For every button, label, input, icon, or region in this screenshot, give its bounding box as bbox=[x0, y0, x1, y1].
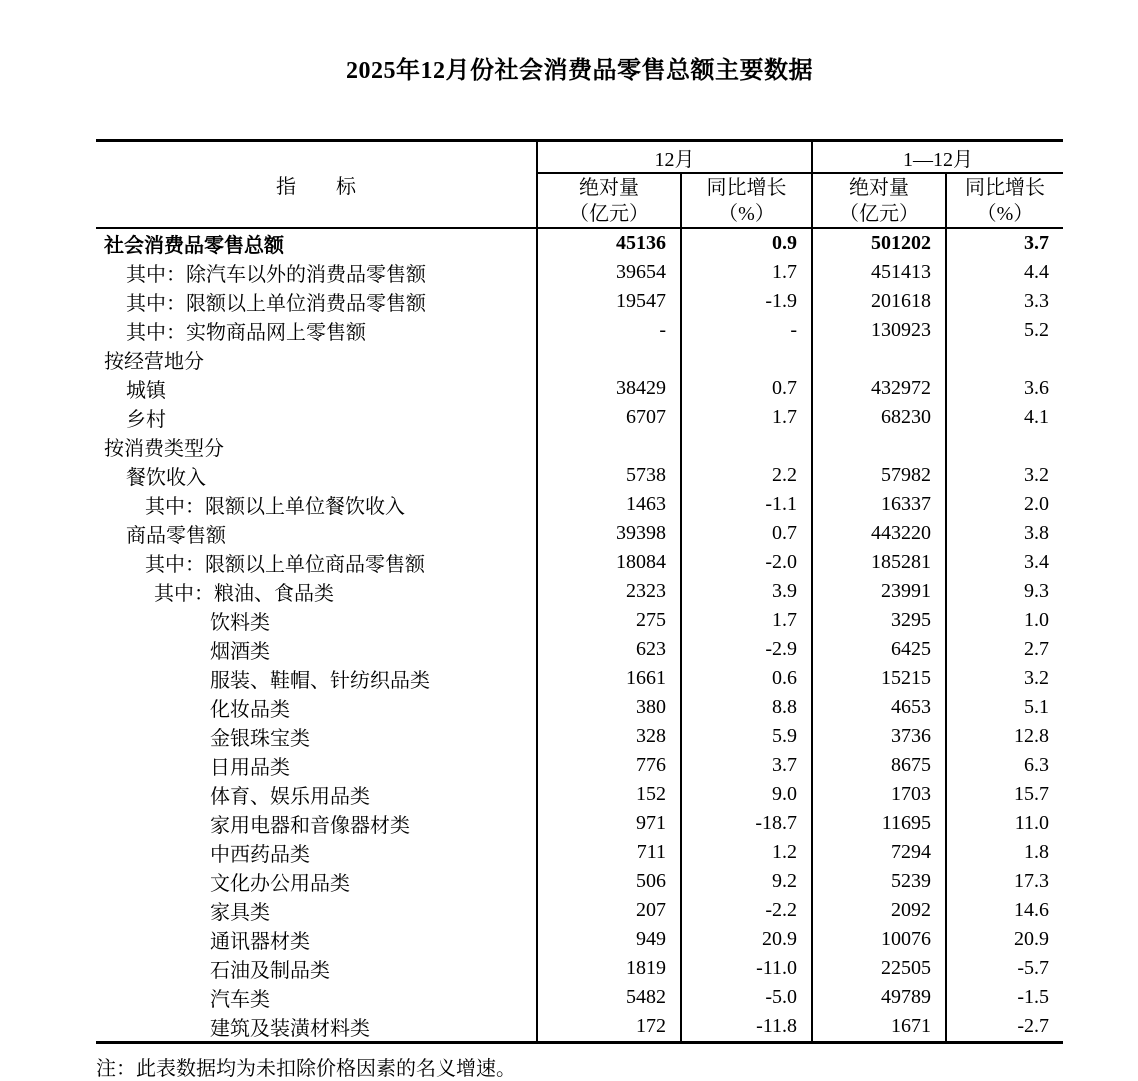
value-cell: 4653 bbox=[812, 693, 946, 722]
subheader-line-2: （%） bbox=[718, 202, 775, 225]
value-cell: 15.7 bbox=[946, 780, 1063, 809]
value-cell: 776 bbox=[537, 751, 681, 780]
value-cell: 12.8 bbox=[946, 722, 1063, 751]
header-yoy-jan-dec bbox=[946, 173, 1063, 228]
value-cell: 1.8 bbox=[946, 838, 1063, 867]
table-row bbox=[96, 403, 1063, 432]
value-cell: 1703 bbox=[812, 780, 946, 809]
table-row bbox=[96, 345, 1063, 374]
value-cell: 39654 bbox=[537, 258, 681, 287]
subheader-line-2: （亿元） bbox=[569, 202, 649, 225]
header-absolute-jan-dec bbox=[812, 173, 946, 228]
value-cell: 172 bbox=[537, 1012, 681, 1043]
value-cell: 623 bbox=[537, 635, 681, 664]
indicator-cell: 饮料类 bbox=[210, 612, 270, 634]
indicator-cell: 商品零售额 bbox=[126, 525, 226, 547]
indicator-cell: 体育、娱乐用品类 bbox=[210, 786, 370, 808]
value-cell: 18084 bbox=[537, 548, 681, 577]
table-row bbox=[96, 780, 1063, 809]
value-cell: 49789 bbox=[812, 983, 946, 1012]
indicator-cell: 其中：限额以上单位消费品零售额 bbox=[126, 293, 426, 315]
table-row bbox=[96, 635, 1063, 664]
indicator-cell: 乡村 bbox=[126, 409, 166, 431]
value-cell: 3295 bbox=[812, 606, 946, 635]
value-cell: 3.9 bbox=[681, 577, 812, 606]
subheader-line-2: （%） bbox=[976, 202, 1034, 225]
value-cell bbox=[946, 345, 1063, 374]
indicator-cell: 烟酒类 bbox=[210, 641, 270, 663]
value-cell: 711 bbox=[537, 838, 681, 867]
value-cell: 3.2 bbox=[946, 461, 1063, 490]
indicator-cell: 其中：限额以上单位商品零售额 bbox=[145, 554, 425, 576]
value-cell: 971 bbox=[537, 809, 681, 838]
value-cell: 4.4 bbox=[946, 258, 1063, 287]
value-cell: 949 bbox=[537, 925, 681, 954]
table-row bbox=[96, 867, 1063, 896]
value-cell: 16337 bbox=[812, 490, 946, 519]
indicator-cell: 餐饮收入 bbox=[126, 467, 206, 489]
value-cell: -2.0 bbox=[681, 548, 812, 577]
value-cell bbox=[812, 345, 946, 374]
value-cell bbox=[537, 345, 681, 374]
value-cell: 11695 bbox=[812, 809, 946, 838]
value-cell bbox=[812, 432, 946, 461]
value-cell: -1.9 bbox=[681, 287, 812, 316]
value-cell: 201618 bbox=[812, 287, 946, 316]
value-cell: 3.2 bbox=[946, 664, 1063, 693]
value-cell bbox=[946, 432, 1063, 461]
value-cell: 0.7 bbox=[681, 374, 812, 403]
value-cell: 207 bbox=[537, 896, 681, 925]
header-group-row bbox=[96, 141, 1063, 174]
value-cell: -1.1 bbox=[681, 490, 812, 519]
value-cell: 20.9 bbox=[681, 925, 812, 954]
value-cell: 14.6 bbox=[946, 896, 1063, 925]
value-cell: -2.2 bbox=[681, 896, 812, 925]
table-row bbox=[96, 751, 1063, 780]
value-cell: - bbox=[537, 316, 681, 345]
value-cell: 130923 bbox=[812, 316, 946, 345]
table-row bbox=[96, 228, 1063, 258]
subheader-line-1: 同比增长 bbox=[706, 176, 787, 199]
table-row bbox=[96, 954, 1063, 983]
value-cell: 1671 bbox=[812, 1012, 946, 1043]
value-cell: 5239 bbox=[812, 867, 946, 896]
table-row bbox=[96, 316, 1063, 345]
value-cell: 185281 bbox=[812, 548, 946, 577]
value-cell: 2323 bbox=[537, 577, 681, 606]
value-cell: 506 bbox=[537, 867, 681, 896]
indicator-cell: 其中：除汽车以外的消费品零售额 bbox=[126, 264, 426, 286]
value-cell: 2.2 bbox=[681, 461, 812, 490]
value-cell: 8.8 bbox=[681, 693, 812, 722]
table-row bbox=[96, 432, 1063, 461]
value-cell: 9.2 bbox=[681, 867, 812, 896]
table-row bbox=[96, 461, 1063, 490]
value-cell: 4.1 bbox=[946, 403, 1063, 432]
indicator-cell: 化妆品类 bbox=[210, 699, 290, 721]
value-cell: 501202 bbox=[812, 228, 946, 258]
footnote: 注：此表数据均为未扣除价格因素的名义增速。 bbox=[96, 1058, 516, 1080]
value-cell: -2.7 bbox=[946, 1012, 1063, 1043]
indicator-cell: 中西药品类 bbox=[210, 844, 310, 866]
value-cell: 451413 bbox=[812, 258, 946, 287]
value-cell: 11.0 bbox=[946, 809, 1063, 838]
value-cell: 0.7 bbox=[681, 519, 812, 548]
value-cell: 6425 bbox=[812, 635, 946, 664]
value-cell: 17.3 bbox=[946, 867, 1063, 896]
table-row bbox=[96, 809, 1063, 838]
value-cell: 3.6 bbox=[946, 374, 1063, 403]
table-row bbox=[96, 258, 1063, 287]
subheader-line-1: 同比增长 bbox=[965, 176, 1045, 199]
value-cell: 6.3 bbox=[946, 751, 1063, 780]
value-cell: 38429 bbox=[537, 374, 681, 403]
indicator-cell: 按消费类型分 bbox=[104, 438, 224, 460]
indicator-cell: 文化办公用品类 bbox=[210, 873, 350, 895]
value-cell: 3.7 bbox=[946, 228, 1063, 258]
indicator-cell: 其中：限额以上单位餐饮收入 bbox=[145, 496, 405, 518]
table-row bbox=[96, 287, 1063, 316]
indicator-cell: 日用品类 bbox=[210, 757, 290, 779]
value-cell: 1.0 bbox=[946, 606, 1063, 635]
value-cell: -5.7 bbox=[946, 954, 1063, 983]
page-title: 2025年12月份社会消费品零售总额主要数据 bbox=[346, 58, 813, 84]
value-cell: 2.0 bbox=[946, 490, 1063, 519]
indicator-cell: 社会消费品零售总额 bbox=[104, 235, 284, 257]
value-cell: 68230 bbox=[812, 403, 946, 432]
value-cell: 152 bbox=[537, 780, 681, 809]
value-cell: 1.7 bbox=[681, 258, 812, 287]
table-row bbox=[96, 490, 1063, 519]
table-row bbox=[96, 577, 1063, 606]
value-cell: - bbox=[681, 316, 812, 345]
header-group-jan-to-dec: 1—12月 bbox=[812, 141, 1063, 174]
value-cell: 1661 bbox=[537, 664, 681, 693]
table-body bbox=[96, 228, 1063, 1043]
value-cell: 0.9 bbox=[681, 228, 812, 258]
indicator-cell: 其中：粮油、食品类 bbox=[154, 583, 334, 605]
value-cell: 7294 bbox=[812, 838, 946, 867]
indicator-column-header: 指 标 bbox=[96, 141, 537, 229]
value-cell: 3.3 bbox=[946, 287, 1063, 316]
value-cell: -11.0 bbox=[681, 954, 812, 983]
value-cell: 39398 bbox=[537, 519, 681, 548]
table-row bbox=[96, 519, 1063, 548]
value-cell bbox=[681, 345, 812, 374]
value-cell: 275 bbox=[537, 606, 681, 635]
indicator-cell: 服装、鞋帽、针纺织品类 bbox=[210, 670, 430, 692]
value-cell: 57982 bbox=[812, 461, 946, 490]
value-cell: 10076 bbox=[812, 925, 946, 954]
value-cell: 0.6 bbox=[681, 664, 812, 693]
indicator-cell: 通讯器材类 bbox=[210, 931, 310, 953]
value-cell: 1819 bbox=[537, 954, 681, 983]
table-row bbox=[96, 693, 1063, 722]
subheader-line-1: 绝对量 bbox=[849, 176, 909, 199]
subheader-line-2: （亿元） bbox=[839, 202, 919, 225]
value-cell: 6707 bbox=[537, 403, 681, 432]
table-row bbox=[96, 1012, 1063, 1043]
value-cell bbox=[681, 432, 812, 461]
table-row bbox=[96, 925, 1063, 954]
header-yoy-dec bbox=[681, 173, 812, 228]
value-cell bbox=[537, 432, 681, 461]
value-cell: 9.3 bbox=[946, 577, 1063, 606]
table-row bbox=[96, 548, 1063, 577]
value-cell: 3.7 bbox=[681, 751, 812, 780]
indicator-cell: 家用电器和音像器材类 bbox=[210, 815, 410, 837]
value-cell: 5.2 bbox=[946, 316, 1063, 345]
value-cell: 328 bbox=[537, 722, 681, 751]
subheader-line-1: 绝对量 bbox=[579, 176, 639, 199]
indicator-cell: 按经营地分 bbox=[104, 351, 204, 373]
header-absolute-dec bbox=[537, 173, 681, 228]
indicator-cell: 建筑及装潢材料类 bbox=[210, 1018, 370, 1040]
indicator-cell: 汽车类 bbox=[210, 989, 270, 1011]
value-cell: 1.7 bbox=[681, 403, 812, 432]
indicator-cell: 石油及制品类 bbox=[210, 960, 330, 982]
table-row bbox=[96, 664, 1063, 693]
value-cell: -1.5 bbox=[946, 983, 1063, 1012]
indicator-cell: 家具类 bbox=[210, 902, 270, 924]
header-group-december: 12月 bbox=[537, 141, 812, 174]
value-cell: 443220 bbox=[812, 519, 946, 548]
value-cell: 432972 bbox=[812, 374, 946, 403]
value-cell: -2.9 bbox=[681, 635, 812, 664]
table-row bbox=[96, 838, 1063, 867]
value-cell: 20.9 bbox=[946, 925, 1063, 954]
value-cell: 1.7 bbox=[681, 606, 812, 635]
indicator-cell: 金银珠宝类 bbox=[210, 728, 310, 750]
value-cell: -18.7 bbox=[681, 809, 812, 838]
value-cell: 22505 bbox=[812, 954, 946, 983]
value-cell: 5482 bbox=[537, 983, 681, 1012]
value-cell: 15215 bbox=[812, 664, 946, 693]
value-cell: -5.0 bbox=[681, 983, 812, 1012]
value-cell: 3736 bbox=[812, 722, 946, 751]
indicator-cell: 城镇 bbox=[126, 380, 166, 402]
value-cell: 2.7 bbox=[946, 635, 1063, 664]
table-row bbox=[96, 983, 1063, 1012]
value-cell: 9.0 bbox=[681, 780, 812, 809]
value-cell: 380 bbox=[537, 693, 681, 722]
table-row bbox=[96, 896, 1063, 925]
value-cell: 2092 bbox=[812, 896, 946, 925]
value-cell: -11.8 bbox=[681, 1012, 812, 1043]
value-cell: 3.8 bbox=[946, 519, 1063, 548]
table-row bbox=[96, 606, 1063, 635]
value-cell: 1.2 bbox=[681, 838, 812, 867]
value-cell: 23991 bbox=[812, 577, 946, 606]
value-cell: 45136 bbox=[537, 228, 681, 258]
indicator-cell: 其中：实物商品网上零售额 bbox=[126, 322, 366, 344]
retail-sales-table bbox=[96, 139, 1063, 1044]
value-cell: 5.1 bbox=[946, 693, 1063, 722]
value-cell: 3.4 bbox=[946, 548, 1063, 577]
value-cell: 5.9 bbox=[681, 722, 812, 751]
value-cell: 5738 bbox=[537, 461, 681, 490]
value-cell: 8675 bbox=[812, 751, 946, 780]
table-row bbox=[96, 722, 1063, 751]
value-cell: 19547 bbox=[537, 287, 681, 316]
table-row bbox=[96, 374, 1063, 403]
value-cell: 1463 bbox=[537, 490, 681, 519]
table-header bbox=[96, 141, 1063, 229]
